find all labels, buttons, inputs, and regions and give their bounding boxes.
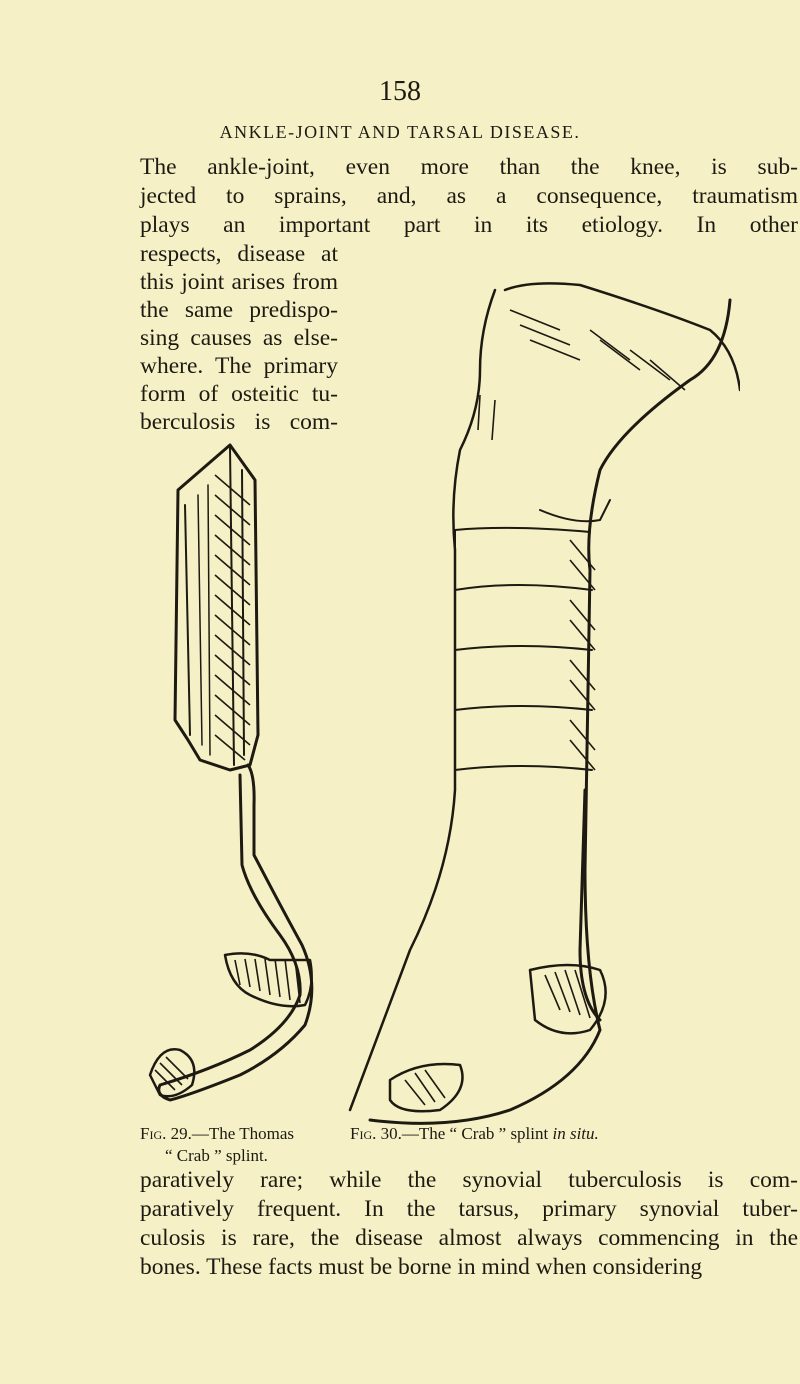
figure-29-caption-text: —The Thomas [191,1124,295,1143]
figure-29-crab-splint [130,435,340,1115]
body-line: sing causes as else- [140,325,338,351]
body-line: paratively frequent. In the tarsus, primary synovial tuber- [140,1196,798,1222]
figure-30-caption-text: —The “ Crab ” splint [401,1124,553,1143]
body-line: jected to sprains, and, as a consequence, traumatism [140,183,798,209]
body-line: the same predispo- [140,297,338,323]
figure-30-caption-italic: in situ. [552,1124,599,1143]
body-line: bones. These facts must be borne in mind when considering [140,1254,703,1280]
figure-29-caption [140,1124,294,1144]
body-line: respects, disease at [140,241,338,267]
body-line: form of osteitic tu- [140,381,338,407]
page-number: 158 [379,76,421,107]
body-line: plays an important part in its etiology. In other [140,212,798,238]
body-line: The ankle-joint, even more than the knee, is sub- [140,154,798,180]
body-line: berculosis is com- [140,409,338,435]
running-head: ANKLE-JOINT AND TARSAL DISEASE. [219,122,581,142]
figure-30-crab-splint-in-situ [330,270,740,1130]
figure-30-caption [350,1124,599,1144]
figure-30-label: Fig. 30. [350,1124,402,1143]
body-line: culosis is rare, the disease almost always commencing in the [140,1225,798,1251]
body-line: this joint arises from [140,269,338,295]
body-line: where. The primary [140,353,338,379]
body-line: paratively rare; while the synovial tuberculosis is com- [140,1167,798,1193]
figure-29-label: Fig. 29. [140,1124,192,1143]
figure-29-caption-line2: “ Crab ” splint. [165,1146,268,1165]
